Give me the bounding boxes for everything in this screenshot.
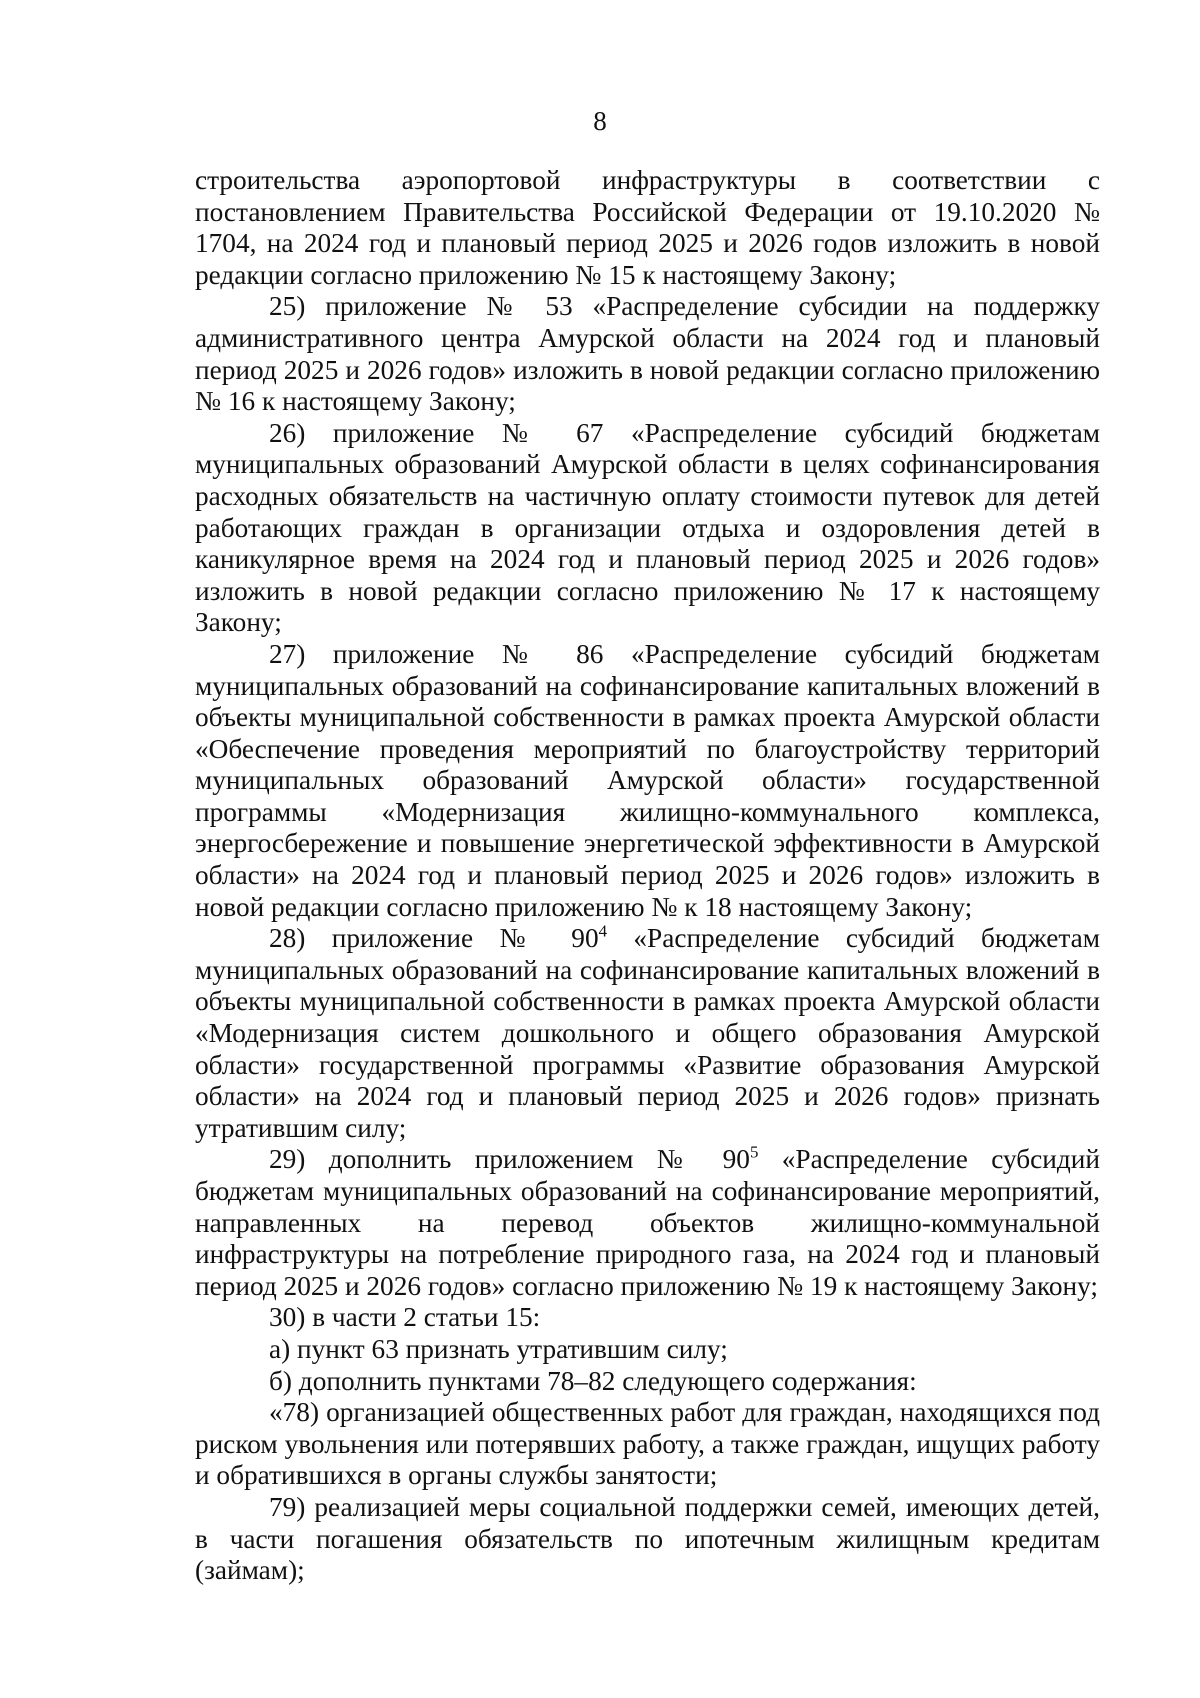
paragraph-item-29-lead: 29) дополнить приложением № 90	[269, 1144, 750, 1175]
page-number: 8	[593, 106, 607, 136]
paragraph-item-29	[195, 1144, 1100, 1302]
paragraph-item-29-rest: «Распределение субсидий бюджетам муниципальных образований на софинансирование мероприятий, направленных на перевод объектов жилищно-коммунальной инфраструктуры на потребление природного газа, на 2024 год и плановый период 2025 и 2026 годов» согласно приложению № 19 к настоящему Закону;	[195, 1144, 1100, 1301]
paragraph-subitem-b: б) дополнить пунктами 78–82 следующего содержания:	[269, 1365, 917, 1396]
paragraph-item-28	[195, 923, 1100, 1144]
paragraph-item-28-lead: 28) приложение № 90	[269, 923, 599, 954]
paragraph-continuation: строительства аэропортовой инфраструктуры в соответствии с постановлением Правительства Российской Федерации от 19.10.2020 № 1704, на 2024 год и плановый период 2025 и 2026 годов изложить в новой редакции согласно приложению № 15 к настоящему Закону;	[195, 165, 1100, 290]
paragraph-item-25: 25) приложение № 53 «Распределение субсидии на поддержку административного центра Амурской области на 2024 год и плановый период 2025 и 2026 годов» изложить в новой редакции согласно приложению № 16 к настоящему Закону;	[195, 291, 1100, 417]
paragraph-subitem-a: а) пункт 63 признать утратившим силу;	[269, 1333, 728, 1364]
appendix-superscript: 5	[749, 1142, 759, 1162]
paragraph-point-78: «78) организацией общественных работ для граждан, находящихся под риском увольнения или потерявших работу, а также граждан, ищущих работу и обратившихся в органы службы занятости;	[195, 1397, 1100, 1491]
paragraph-item-27: 27) приложение № 86 «Распределение субсидий бюджетам муниципальных образований на софинансирование капитальных вложений в объекты муниципальной собственности в рамках проекта Амурской области «Обеспечение проведения мероприятий по благоустройству территорий муниципальных образований Амурской области» государственной программы «Модернизация жилищно-коммунального комплекса, энергосбережение и повышение энергетической эффективности в Амурской области» на 2024 год и плановый период 2025 и 2026 годов» изложить в новой редакции согласно приложению № к 18 настоящему Закону;	[195, 638, 1100, 922]
paragraph-point-79: 79) реализацией меры социальной поддержки семей, имеющих детей, в части погашения обязательств по ипотечным жилищным кредитам (займам);	[195, 1491, 1100, 1586]
appendix-superscript: 4	[598, 921, 608, 941]
paragraph-item-26: 26) приложение № 67 «Распределение субсидий бюджетам муниципальных образований Амурской области в целях софинансирования расходных обязательств на частичную оплату стоимости путевок для детей работающих граждан в организации отдыха и оздоровления детей в каникулярное время на 2024 год и плановый период 2025 и 2026 годов» изложить в новой редакции согласно приложению № 17 к настоящему Закону;	[195, 417, 1100, 638]
paragraph-item-28-rest: «Распределение субсидий бюджетам муниципальных образований на софинансирование капитальных вложений в объекты муниципальной собственности в рамках проекта Амурской области «Модернизация систем дошкольного и общего образования Амурской области» государственной программы «Развитие образования Амурской области» на 2024 год и плановый период 2025 и 2026 годов» признать утратившим силу;	[195, 923, 1100, 1143]
document-body	[195, 165, 1100, 1587]
paragraph-item-30: 30) в части 2 статьи 15:	[269, 1302, 541, 1333]
